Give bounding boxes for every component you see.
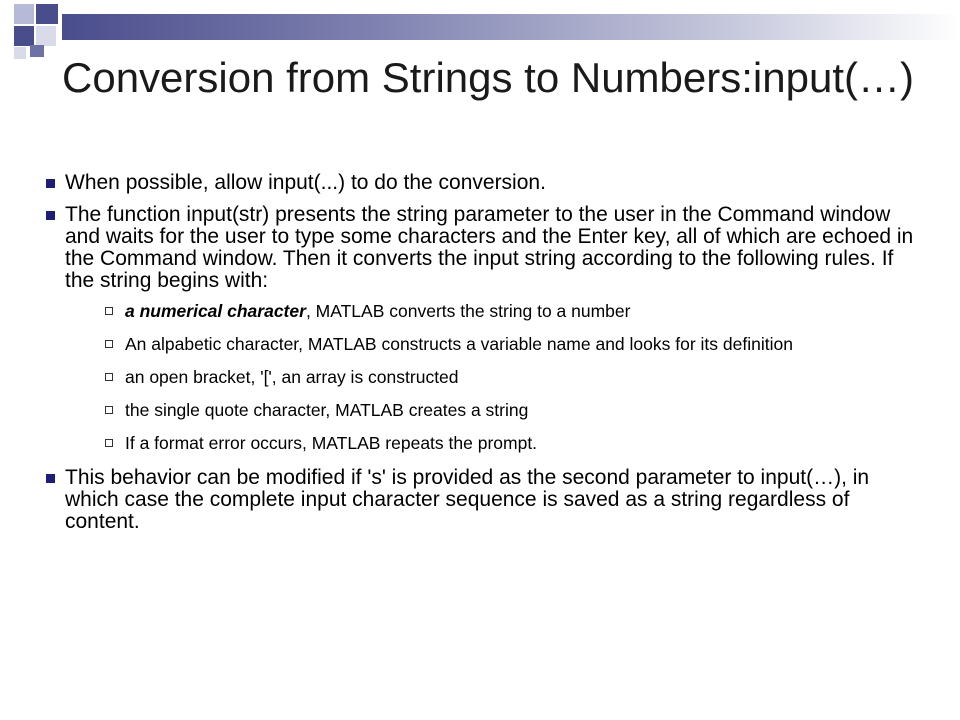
sub-bullet-item: An alpabetic character, MATLAB constructs a variable name and looks for its definition — [103, 335, 914, 354]
slide-title: Conversion from Strings to Numbers:input(…) — [62, 54, 914, 101]
decor-square — [14, 26, 34, 46]
decor-square — [14, 4, 34, 24]
decor-square — [30, 45, 44, 57]
decor-square — [36, 26, 56, 46]
bullet-item: This behavior can be modified if 's' is provided as the second parameter to input(…), in which case the complete input character sequence is saved as a string regardless of content. — [44, 467, 914, 533]
bullet-item: The function input(str) presents the string parameter to the user in the Command window and waits for the user to type some characters and the Enter key, all of which are echoed in the Command window. Then it converts the input string according to the following rules. If the string begins with: — [44, 204, 914, 292]
bullet-list — [44, 172, 914, 543]
header-gradient-bar — [62, 14, 960, 40]
sub-bullet-item — [103, 302, 914, 321]
bullet-item: When possible, allow input(...) to do the conversion. — [44, 172, 914, 194]
sub-bullet-emphasis: a numerical character — [125, 301, 306, 321]
sub-bullet-item: an open bracket, '[', an array is constructed — [103, 368, 914, 387]
decor-square — [36, 4, 58, 24]
sub-bullet-item: the single quote character, MATLAB creates a string — [103, 401, 914, 420]
decor-square — [14, 47, 26, 59]
sub-bullet-item: If a format error occurs, MATLAB repeats the prompt. — [103, 434, 914, 453]
sub-bullet-text: , MATLAB converts the string to a number — [305, 301, 631, 321]
